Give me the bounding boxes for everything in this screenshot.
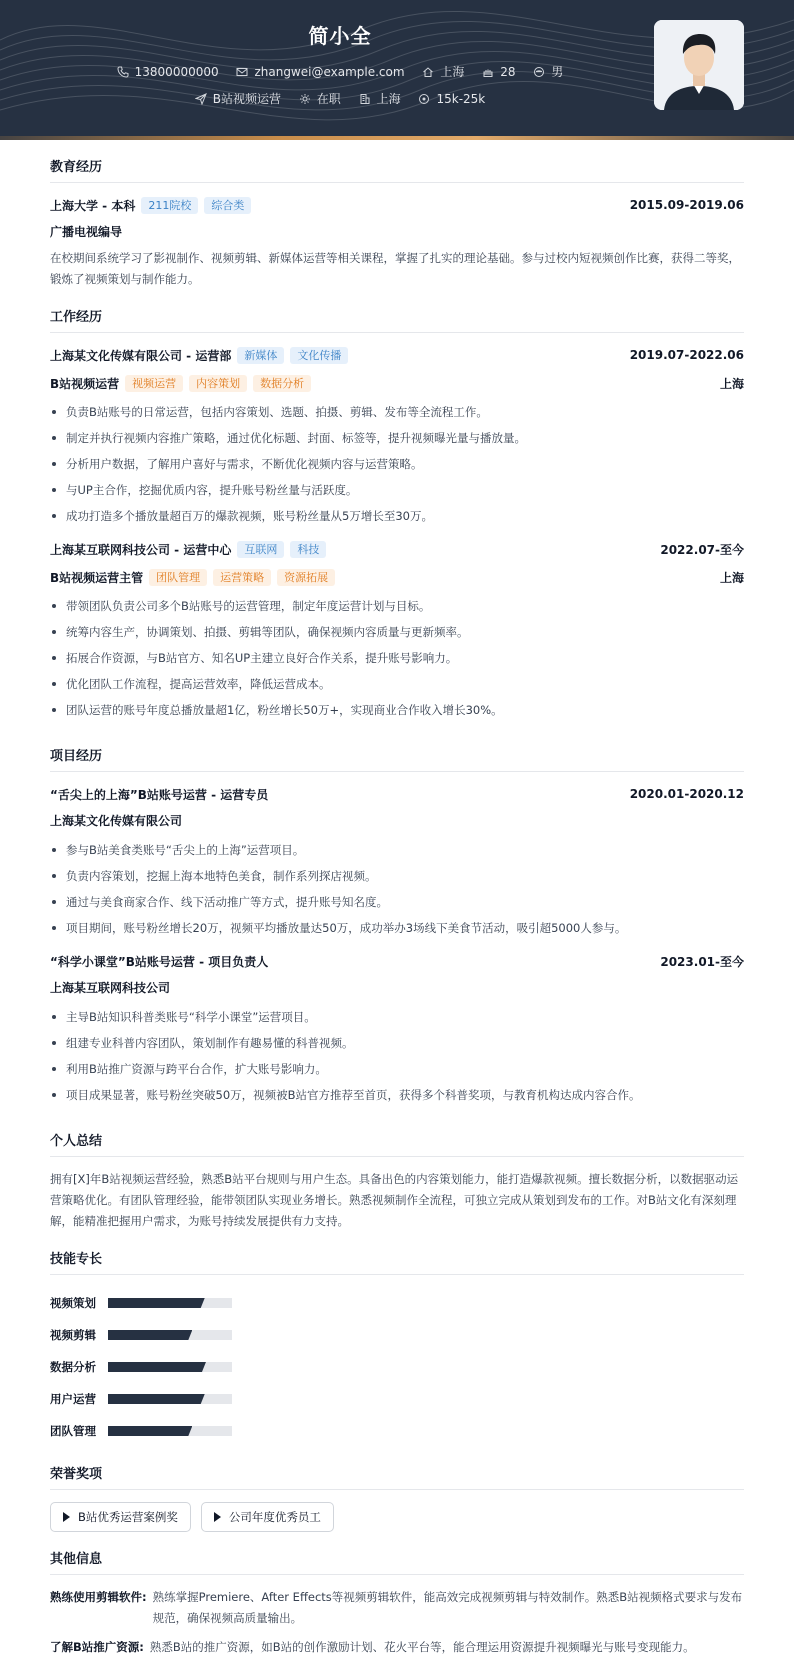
other-value: 熟悉B站的推广资源，如B站的创作激励计划、花火平台等，能合理运用资源提升视频曝光与账号变现能力。	[149, 1640, 695, 1654]
summary-text: 拥有[X]年B站视频运营经验，熟悉B站平台规则与用户生态。具备出色的内容策划能力，能打造爆款视频。擅长数据分析，以数据驱动运营策略优化。有团队管理经验，能带领团队实现业务增长。熟悉视频制作全流程，可独立完成从策划到发布的工作。对B站文化有深刻理解，能精准把握用户需求，为账号持续发展提供有力支持。	[50, 1172, 739, 1228]
company-tag: 新媒体	[237, 347, 284, 364]
target-city-value: 上海	[376, 92, 401, 106]
job-intent-row	[0, 90, 680, 107]
list-item: 通过与美食商家合作、线下活动推广等方式，提升账号知名度。	[50, 889, 744, 915]
gender-value: 男	[551, 65, 564, 79]
gender-info	[533, 63, 563, 80]
other-key: 熟练使用剪辑软件:	[50, 1590, 147, 1604]
email-info	[236, 65, 404, 79]
play-icon	[63, 1512, 70, 1522]
job-title-value: B站视频运营	[212, 92, 281, 106]
project-org: 上海某文化传媒有限公司	[50, 814, 183, 828]
building-icon	[359, 93, 371, 105]
section-title-projects: 项目经历	[50, 745, 744, 772]
list-item: 成功打造多个播放量超百万的爆款视频，账号粉丝量从5万增长至30万。	[50, 503, 744, 529]
skill-fill	[108, 1394, 205, 1404]
awards-list	[50, 1502, 744, 1532]
phone-value: 13800000000	[134, 64, 219, 79]
job-date: 2022.07-至今	[660, 542, 744, 557]
skill-tag: 运营策略	[213, 569, 271, 586]
job-position: B站视频运营主管	[50, 570, 144, 585]
other-item	[50, 1587, 744, 1629]
resume-body	[50, 140, 744, 1666]
skill-name: 团队管理	[50, 1424, 96, 1438]
age-info	[482, 65, 515, 79]
award-item	[201, 1502, 334, 1532]
school-name: 上海大学 - 本科	[50, 198, 136, 213]
skill-bar	[108, 1298, 232, 1308]
salary-value: 15k-25k	[436, 91, 486, 106]
job-position: B站视频运营	[50, 376, 120, 391]
gender-icon	[533, 66, 545, 78]
list-item: 团队运营的账号年度总播放量超1亿，粉丝增长50万+，实现商业合作收入增长30%。	[50, 697, 744, 723]
skill-tag: 资源拓展	[277, 569, 335, 586]
skill-item	[50, 1287, 402, 1319]
list-item: 项目期间，账号粉丝增长20万，视频平均播放量达50万，成功举办3场线下美食节活动，吸引超5000人参与。	[50, 915, 744, 941]
skill-item	[50, 1351, 402, 1383]
award-name: 公司年度优秀员工	[228, 1510, 321, 1524]
project-header	[50, 784, 744, 804]
education-date: 2015.09-2019.06	[629, 198, 744, 212]
age-value: 28	[500, 64, 516, 79]
skill-tag: 团队管理	[149, 569, 207, 586]
avatar	[654, 20, 744, 110]
skills-grid	[50, 1287, 744, 1447]
list-item: 带领团队负责公司多个B站账号的运营管理，制定年度运营计划与目标。	[50, 593, 744, 619]
job-bullets	[50, 399, 744, 529]
project-header	[50, 951, 744, 971]
play-icon	[214, 1512, 221, 1522]
list-item: 优化团队工作流程，提高运营效率，降低运营成本。	[50, 671, 744, 697]
list-item: 主导B站知识科普类账号“科学小课堂”运营项目。	[50, 1004, 744, 1030]
phone-info	[117, 65, 219, 79]
job-position-row	[50, 567, 744, 587]
list-item: 参与B站美食类账号“舌尖上的上海”运营项目。	[50, 837, 744, 863]
target-city-info	[359, 90, 401, 107]
school-tag: 综合类	[204, 197, 251, 214]
school-tag: 211院校	[141, 197, 198, 214]
job-bullets	[50, 593, 744, 723]
home-icon	[422, 66, 434, 78]
status-value: 在职	[316, 92, 341, 106]
company-tag: 科技	[290, 541, 326, 558]
skill-fill	[108, 1426, 192, 1436]
cake-icon	[482, 66, 494, 78]
status-info	[299, 90, 341, 107]
list-item: 负责B站账号的日常运营，包括内容策划、选题、拍摄、剪辑、发布等全流程工作。	[50, 399, 744, 425]
job-location: 上海	[719, 570, 744, 585]
job-header	[50, 345, 744, 365]
project-org: 上海某互联网科技公司	[50, 981, 171, 995]
award-item	[50, 1502, 191, 1532]
city-info	[422, 63, 464, 80]
skill-name: 数据分析	[50, 1360, 96, 1374]
skill-item	[50, 1319, 402, 1351]
email-value: zhangwei@example.com	[254, 64, 405, 79]
skill-fill	[108, 1298, 205, 1308]
job-title-info	[195, 90, 281, 107]
list-item: 制定并执行视频内容推广策略，通过优化标题、封面、标签等，提升视频曝光量与播放量。	[50, 425, 744, 451]
list-item: 利用B站推广资源与跨平台合作，扩大账号影响力。	[50, 1056, 744, 1082]
gear-icon	[299, 93, 311, 105]
skill-tag: 内容策划	[189, 375, 247, 392]
section-title-work: 工作经历	[50, 306, 744, 333]
contact-row	[0, 63, 680, 80]
candidate-name: 简小全	[308, 24, 372, 48]
section-title-summary: 个人总结	[50, 1130, 744, 1157]
job-location: 上海	[719, 376, 744, 391]
award-name: B站优秀运营案例奖	[78, 1510, 178, 1524]
skill-tag: 数据分析	[253, 375, 311, 392]
company-name: 上海某互联网科技公司 - 运营中心	[50, 542, 232, 557]
skill-name: 用户运营	[50, 1392, 96, 1406]
major: 广播电视编导	[50, 225, 123, 239]
list-item: 项目成果显著，账号粉丝突破50万，视频被B站官方推荐至首页，获得多个科普奖项，与教育机构达成内容合作。	[50, 1082, 744, 1108]
project-name: “舌尖上的上海”B站账号运营 - 运营专员	[50, 787, 269, 802]
project-bullets	[50, 1004, 744, 1108]
job-header	[50, 539, 744, 559]
education-description: 在校期间系统学习了影视制作、视频剪辑、新媒体运营等相关课程，掌握了扎实的理论基础。参与过校内短视频创作比赛，获得二等奖，锻炼了视频策划与制作能力。	[50, 251, 740, 286]
education-header	[50, 195, 744, 215]
project-date: 2023.01-至今	[660, 954, 744, 969]
skill-name: 视频策划	[50, 1296, 96, 1310]
skill-name: 视频剪辑	[50, 1328, 96, 1342]
skill-bar	[108, 1426, 232, 1436]
skill-fill	[108, 1330, 192, 1340]
job-position-row	[50, 373, 744, 393]
company-name: 上海某文化传媒有限公司 - 运营部	[50, 348, 232, 363]
project-date: 2020.01-2020.12	[629, 787, 744, 801]
project-name: “科学小课堂”B站账号运营 - 项目负责人	[50, 954, 269, 969]
list-item: 拓展合作资源，与B站官方、知名UP主建立良好合作关系，提升账号影响力。	[50, 645, 744, 671]
list-item: 负责内容策划，挖掘上海本地特色美食，制作系列探店视频。	[50, 863, 744, 889]
section-title-other: 其他信息	[50, 1548, 744, 1575]
skill-item	[50, 1415, 402, 1447]
list-item: 与UP主合作，挖掘优质内容，提升账号粉丝量与活跃度。	[50, 477, 744, 503]
send-icon	[195, 93, 207, 105]
salary-info	[418, 92, 485, 106]
section-title-skills: 技能专长	[50, 1248, 744, 1275]
list-item: 组建专业科普内容团队，策划制作有趣易懂的科普视频。	[50, 1030, 744, 1056]
avatar-illustration	[654, 20, 744, 110]
skill-bar	[108, 1362, 232, 1372]
skill-bar	[108, 1330, 232, 1340]
company-tag: 互联网	[237, 541, 284, 558]
resume-header	[0, 0, 794, 140]
company-tag: 文化传播	[290, 347, 348, 364]
project-bullets	[50, 837, 744, 941]
city-value: 上海	[440, 65, 465, 79]
other-key: 了解B站推广资源:	[50, 1640, 144, 1654]
list-item: 分析用户数据，了解用户喜好与需求，不断优化视频内容与运营策略。	[50, 451, 744, 477]
other-value: 熟练掌握Premiere、After Effects等视频剪辑软件，能高效完成视频剪辑与特效制作。熟悉B站视频格式要求与发布规范，确保视频高质量输出。	[152, 1590, 743, 1625]
skill-tag: 视频运营	[125, 375, 183, 392]
target-icon	[418, 93, 430, 105]
job-date: 2019.07-2022.06	[629, 348, 744, 362]
phone-icon	[117, 66, 129, 78]
list-item: 统筹内容生产，协调策划、拍摄、剪辑等团队，确保视频内容质量与更新频率。	[50, 619, 744, 645]
section-title-education: 教育经历	[50, 156, 744, 183]
mail-icon	[236, 66, 248, 78]
other-item	[50, 1637, 744, 1658]
section-title-awards: 荣誉奖项	[50, 1463, 744, 1490]
skill-item	[50, 1383, 402, 1415]
skill-bar	[108, 1394, 232, 1404]
skill-fill	[108, 1362, 206, 1372]
